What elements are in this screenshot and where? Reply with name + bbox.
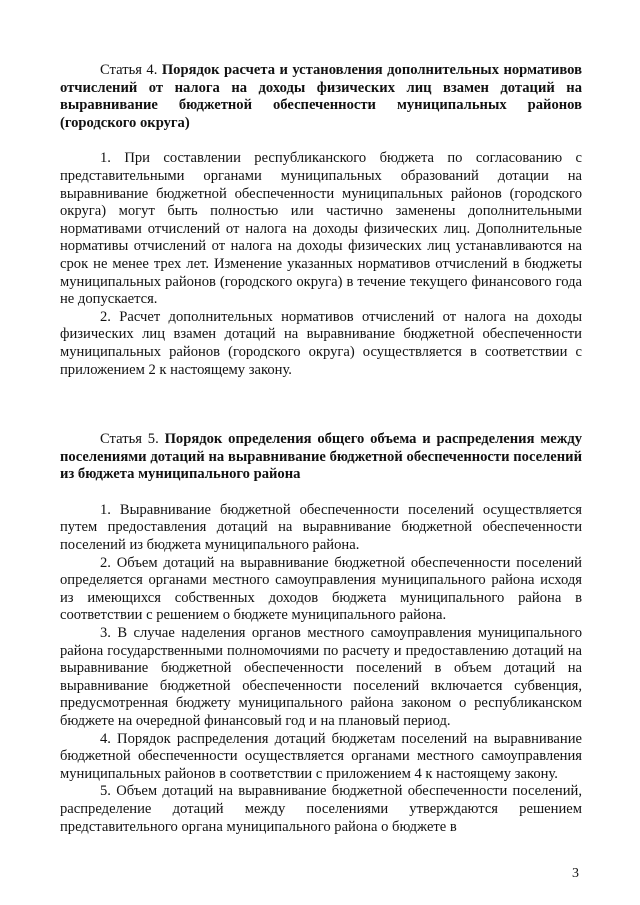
article-5-heading [60, 431, 582, 484]
article-4-label: Статья 4. [100, 62, 158, 78]
article-4-title: Порядок расчета и установления дополнительных нормативов отчислений от налога на доходы физических лиц взамен дотаций на выравнивание бюджетной обеспеченности муниципальных районов (городского округа) [60, 62, 582, 131]
article-4-paragraph-1: 1. При составлении республиканского бюджета по согласованию с представительными органами муниципальных образований дотации на выравнивание бюджетной обеспеченности муниципальных районов (городского округа) могут быть полностью или частично заменены дополнительными нормативами отчислений от налога на доходы физических лиц. Дополнительные нормативы отчислений от налога на доходы физических лиц устанавливаются на срок не менее трех лет. Изменение указанных нормативов отчислений в бюджеты муниципальных районов (городского округа) в течение текущего финансового года не допускается. [60, 150, 582, 308]
article-5-label: Статья 5. [100, 431, 159, 448]
article-5-paragraph-2: 2. Объем дотаций на выравнивание бюджетной обеспеченности поселений определяется органами местного самоуправления муниципального района исходя из имеющихся собственных доходов бюджета муниципального района в соответствии с решением о бюджете муниципального района. [60, 554, 582, 624]
document-page [60, 62, 582, 836]
article-5-paragraph-5: 5. Объем дотаций на выравнивание бюджетной обеспеченности поселений, распределение дотаций между поселениями утверждаются решением представительного органа муниципального района о бюджете в [60, 783, 582, 835]
article-4-heading [60, 62, 582, 132]
article-5-paragraph-4: 4. Порядок распределения дотаций бюджетам поселений на выравнивание бюджетной обеспеченности осуществляется органами местного самоуправления муниципальных районов в соответствии с приложением 4 к настоящему закону. [60, 730, 582, 782]
article-5-paragraph-1: 1. Выравнивание бюджетной обеспеченности поселений осуществляется путем предоставления дотаций на выравнивание бюджетной обеспеченности поселений из бюджета муниципального района. [60, 501, 582, 554]
article-5-title: Порядок определения общего объема и распределения между поселениями дотаций на выравнивание бюджетной обеспеченности поселений из бюджета муниципального района [60, 431, 582, 483]
article-4-paragraph-2: 2. Расчет дополнительных нормативов отчислений от налога на доходы физических лиц взамен дотаций на выравнивание бюджетной обеспеченности муниципальных районов (городского округа) осуществляется в соответствии с приложением 2 к настоящему закону. [60, 308, 582, 378]
article-5-paragraph-3: 3. В случае наделения органов местного самоуправления муниципального района государственными полномочиями по расчету и предоставлению дотаций на выравнивание бюджетной обеспеченности поселений в объем дотаций на выравнивание бюджетной обеспеченности поселений включается субвенция, предусмотренная бюджету муниципального района законом о республиканском бюджете на очередной финансовый год и на плановый период. [60, 625, 582, 729]
page-number: 3 [572, 866, 579, 881]
